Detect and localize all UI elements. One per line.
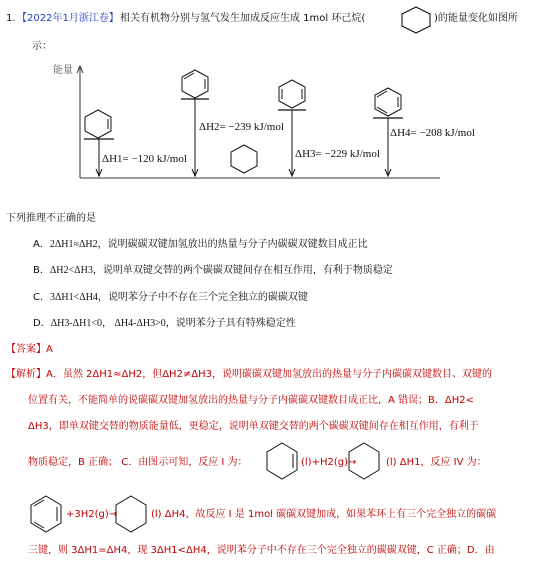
option-formula: ΔH3-ΔH1<0， ΔH4-ΔH3>0， [50, 318, 176, 329]
dh2-label: ΔH2= −239 kJ/mol [199, 121, 284, 133]
cyclohexene-icon [264, 441, 300, 481]
dh3-label: ΔH3= −229 kJ/mol [295, 148, 380, 160]
answer-value: A [46, 344, 53, 355]
benzene-icon [375, 88, 401, 116]
answer [6, 343, 53, 356]
question-stem-line1: 相关有机物分别与氢气发生加成反应生成 1mol 环己烷( [120, 13, 366, 24]
option-letter: A． [33, 239, 50, 250]
cyclohexene-icon [85, 110, 111, 138]
analysis-line2: 位置有关，不能简单的说碳碳双键加氢放出的热量与分子内碳碳双键数目成正比，A 错误；B．ΔH2< [28, 395, 474, 406]
analysis-line1: 【解析】A．虽然 2ΔH1≈ΔH2，但ΔH2≠ΔH3，说明碳碳双键加氢放出的热量与分子内碳碳双键数目、双键的 [6, 369, 493, 380]
cyclohexadiene-icon [182, 70, 208, 98]
option-text: 说明苯分子中不存在三个完全独立的碳碳双键 [107, 292, 308, 303]
question-prompt: 下列推理不正确的是 [6, 213, 96, 224]
option-text: 说明单双键交替的两个碳碳双键间存在相互作用，有利于物质稳定 [102, 265, 393, 276]
question-stem-line1-end: )的能量变化如图所 [434, 13, 518, 24]
y-axis-label: 能量 [53, 65, 73, 76]
option-formula: 2ΔH1≈ΔH2， [49, 239, 108, 250]
option-letter: C． [33, 292, 50, 303]
cyclohexane-icon [113, 494, 149, 534]
option-formula: ΔH2<ΔH3， [49, 265, 103, 276]
dh4-label: ΔH4= −208 kJ/mol [390, 127, 475, 139]
option-c[interactable] [33, 291, 308, 304]
answer-label: 【答案】 [6, 344, 46, 355]
cyclohexadiene-1-4-icon [279, 80, 305, 108]
analysis-line5: +3H2(g)→ [66, 509, 118, 520]
analysis-line4-mid: (l)+H2(g)→ [301, 457, 357, 468]
analysis-line4-end: (l) ΔH1，反应 IV 为： [386, 457, 487, 468]
analysis-label: 【解析】 [6, 369, 46, 380]
option-formula: 3ΔH1<ΔH4， [49, 292, 108, 303]
cyclohexane-product-icon [231, 145, 257, 173]
energy-diagram [0, 0, 533, 200]
question-number: 1. [6, 13, 16, 24]
dh1-label: ΔH1= −120 kJ/mol [102, 153, 187, 165]
analysis-line6: 三键，则 3ΔH1=ΔH4，现 3ΔH1<ΔH4，说明苯分子中不存在三个完全独立的碳碳双键，C 正确；D．由 [28, 545, 495, 556]
option-text: 说明苯分子具有特殊稳定性 [175, 318, 296, 329]
analysis-line3: ΔH3，即单双键交替的物质能量低，更稳定，说明单双键交替的两个碳碳双键间存在相互作用，有利于 [28, 421, 479, 432]
benzene-icon [28, 494, 64, 534]
option-d[interactable] [33, 317, 296, 330]
source-tag: 【2022年1月浙江卷】 [17, 13, 119, 24]
cyclohexane-icon [346, 441, 382, 481]
analysis-line5-end: (l) ΔH4，故反应 I 是 1mol 碳碳双键加成，如果苯环上有三个完全独立的碳碳 [151, 509, 497, 520]
option-b[interactable] [33, 264, 393, 277]
option-a[interactable] [33, 238, 368, 251]
option-text: 说明碳碳双键加氢放出的热量与分子内碳碳双键数目成正比 [107, 239, 368, 250]
option-letter: B． [33, 265, 50, 276]
analysis-line4: 物质稳定，B 正确； C．由图示可知，反应 I 为： [28, 457, 248, 468]
question-stem-line2: 示： [32, 41, 52, 52]
option-letter: D． [33, 318, 51, 329]
